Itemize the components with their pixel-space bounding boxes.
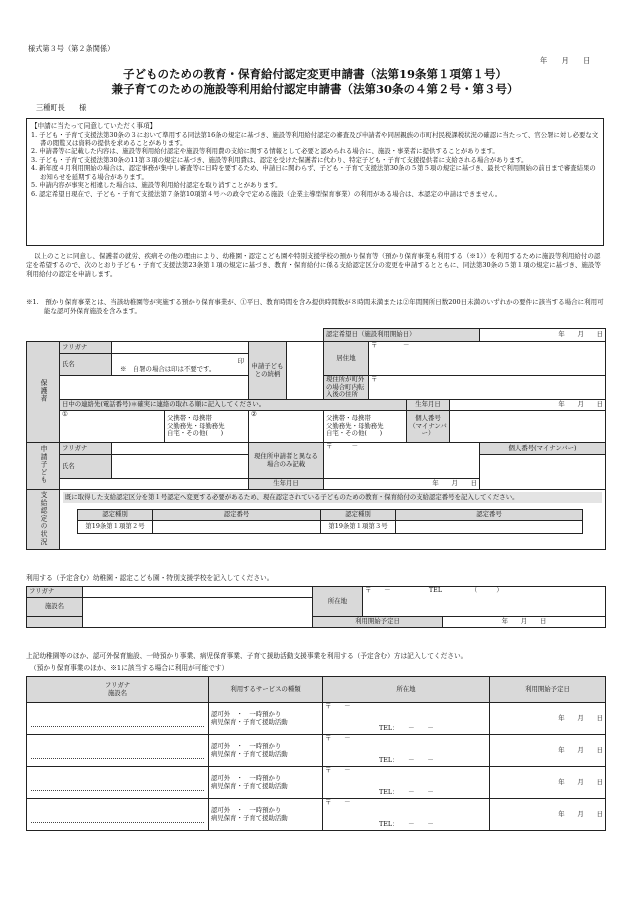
desired-date-label: 認定希望日（施設利用開始日） (324, 329, 480, 342)
service-location-field[interactable]: 〒 － TEL： － － (323, 703, 490, 735)
status-text: 既に取得した支給認定区分を第１号認定へ変更する必要があるため、現在認定されている子どものための教育・保育給付の支給認定番号を記入してください。 (63, 492, 602, 503)
cert-number-field-3[interactable] (396, 521, 583, 534)
facility-name-field[interactable] (83, 598, 313, 628)
service-start-field[interactable]: 年 月 日 (490, 799, 606, 831)
child-furigana-label: フリガナ (60, 443, 112, 455)
cert-type-header: 認定種別 (78, 510, 153, 521)
service-start-field[interactable]: 年 月 日 (490, 767, 606, 799)
notice-item: 6. 認定希望日現在で、子ども・子育て支援法第７条第10項第４号ハの政令で定める施設（企業主導型保育事業）の利用がある場合は、本認定の申請はできません。 (31, 189, 502, 198)
title-2: 兼子育てのための施設等利用給付認定申請書（法第30条の４第２号・第３号） (111, 82, 519, 96)
guardian-name-field[interactable] (112, 354, 249, 376)
service-intro: 上記幼稚園等のほか、認可外保育施設、一時預かり事業、病児保育事業、子育て援助活動支援事業を利用する（予定含む）方は記入してください。 (26, 652, 468, 660)
contact-1-type[interactable]: 父携帯・母携帯 父勤務先・母勤務先 自宅・その他( ) (165, 411, 249, 443)
child-label: 申請子ども (27, 443, 60, 490)
child-my-number-label: 個人番号(マイナンバー) (480, 443, 606, 455)
facility-location-field[interactable]: 〒 － TEL （ ） (363, 587, 606, 617)
cert-subtable (77, 509, 583, 534)
guardian-birth-label: 生年月日 (407, 400, 450, 411)
service-facility-field[interactable] (27, 735, 209, 767)
service-facility-field[interactable] (27, 799, 209, 831)
service-type-field[interactable]: 認可外 ・ 一時預かり 病児保育・子育て援助活動 (209, 735, 323, 767)
notice-item: 4. 新年度４月利用開始の場合は、認定事務が集中し審査等に日時を要するため、申請日に関わらず、子ども・子育て支援法第30条の５第５項の規定に基づき、最長で利用開始の前日まで審査結果のお知らせを延期する場合があります。 (31, 164, 596, 181)
service-row (27, 735, 606, 767)
contact-note: 日中の連絡先(電話番号)＊確実に連絡の取れる順に記入してください。 (60, 400, 407, 411)
desired-date-field[interactable]: 年 月 日 (480, 329, 606, 342)
service-location-field[interactable]: 〒 － TEL： － － (323, 767, 490, 799)
address-field[interactable]: 〒 － (369, 342, 606, 376)
my-number-label: 個人番号（マイナンバー） (407, 411, 450, 443)
guardian-birth-field[interactable]: 年 月 日 (450, 400, 606, 411)
service-start-field[interactable]: 年 月 日 (490, 735, 606, 767)
applicant-table (26, 328, 606, 550)
child-address-field[interactable]: 〒 － (324, 443, 480, 479)
consent-text: 以上のことに同意し、保護者の就労、疾病その他の理由により、幼稚園・認定こども園や特別支援学校の預かり保育等（預かり保育事業も利用する（※1））を利用するために施設等利用給付の認定を希望するので、次のとおり子ども・子育て支援法第23条第１項の規定に基づき、教育・保育給付に係る支給認定区分の変更を申請するとともに、同法第30条の５第１項の規定に基づき、施設等利用給付の認定を申請します。 (26, 252, 601, 279)
service-row (27, 703, 606, 735)
relation-field[interactable] (287, 342, 324, 400)
child-furigana-field[interactable] (112, 443, 249, 455)
date-line: 年 月 日 (540, 56, 591, 65)
service-facility-field[interactable] (27, 703, 209, 735)
status-label: 支給認定の状況 (27, 490, 60, 550)
service-col-location: 所在地 (323, 677, 490, 703)
cert-type-header: 認定種別 (321, 510, 396, 521)
addressee: 三種町長 様 (36, 103, 87, 112)
facility-location-label: 所在地 (313, 587, 363, 617)
service-sub: （預かり保育事業のほか、※1に該当する場合に利用が可能です） (30, 664, 229, 672)
service-facility-field[interactable] (27, 767, 209, 799)
outside-address-field[interactable]: 〒 (369, 376, 606, 400)
notice-item: 1. 子ども・子育て支援法第30条の３において準用する同法第16条の規定に基づき、施設等利用給付認定の審査及び申請者や同居親族の市町村民税課税状況の確認に当たって、官公署に対し必要な文書の閲覧又は資料の提供を求めることがあります。 (31, 130, 599, 148)
child-name-field[interactable] (112, 455, 249, 479)
notice-item: 5. 申請内容が事実と相違した場合は、施設等利用給付認定を取り消すことがあります。 (31, 181, 282, 190)
form-number: 様式第３号（第２条関係） (28, 44, 115, 53)
contact-1-field[interactable]: ① (60, 411, 165, 443)
status-cell (60, 490, 606, 550)
child-birth-field[interactable]: 年 月 日 (324, 479, 480, 490)
cert-number-field-2[interactable] (153, 521, 321, 534)
cert-type-3: 第19条第１項第３号 (321, 521, 396, 534)
notice-item: 3. 子ども・子育て支援法第30条の11第３項の規定に基づき、施設等利用費は、認定を受けた保護者に代わり、特定子ども・子育て支援提供者に支給される場合があります。 (31, 155, 528, 164)
title-1: 子どものための教育・保育給付認定変更申請書（法第19条第１項第１号） (123, 67, 507, 81)
facility-name-label: 施設名 (27, 598, 83, 617)
notice-item: 2. 申請書等に記載した内容は、施設等利用給付認定や施設等利用費の支給に関する情報として必要と認められる場合に、施設・事業者に提供することがあります。 (31, 147, 499, 156)
facility-start-label: 利用開始予定日 (313, 617, 443, 628)
service-type-field[interactable]: 認可外 ・ 一時預かり 病児保育・子育て援助活動 (209, 767, 323, 799)
facility-start-field[interactable]: 年 月 日 (443, 617, 606, 628)
service-row (27, 767, 606, 799)
guardian-furigana-label: フリガナ (60, 342, 112, 354)
note-1: ※1. 預かり保育事業とは、当該幼稚園等が実施する預かり保育事業が、①平日、教育時間を含み提供時間数が８時間未満または②年間開所日数200日未満のいずれかの要件に該当する場合に利用可能な認可外保育施設を含みます。 (26, 298, 604, 316)
service-col-facility: フリガナ 施設名 (27, 677, 209, 703)
service-type-field[interactable]: 認可外 ・ 一時預かり 病児保育・子育て援助活動 (209, 799, 323, 831)
consent-notice-box (26, 118, 604, 246)
facility-furigana-field[interactable] (83, 587, 313, 598)
cert-number-header: 認定番号 (396, 510, 583, 521)
service-row (27, 799, 606, 831)
service-start-field[interactable]: 年 月 日 (490, 703, 606, 735)
address-label: 居住地 (324, 342, 369, 376)
facility-furigana-label: フリガナ (27, 587, 83, 598)
guardian-label: 保護者 (27, 342, 60, 443)
service-type-field[interactable]: 認可外 ・ 一時預かり 病児保育・子育て援助活動 (209, 703, 323, 735)
my-number-field[interactable] (450, 411, 606, 443)
service-col-type: 利用するサービスの種類 (209, 677, 323, 703)
service-location-field[interactable]: 〒 － TEL： － － (323, 735, 490, 767)
child-birth-label: 生年月日 (249, 479, 324, 490)
service-col-start: 利用開始予定日 (490, 677, 606, 703)
seal-note: ※ 自署の場合は印は不要です。 (120, 365, 216, 374)
child-my-number-field[interactable] (480, 455, 606, 490)
child-address-label: 現住所申請者と異なる場合のみ記載 (249, 443, 324, 479)
service-table (26, 676, 606, 831)
contact-2-field[interactable]: ② (249, 411, 324, 443)
relation-label: 申請子どもとの続柄 (249, 342, 287, 400)
cert-number-header: 認定番号 (153, 510, 321, 521)
seal-mark: 印 (237, 357, 244, 365)
facility-intro: 利用する（予定含む）幼稚園・認定こども園・特別支援学校を記入してください。 (26, 574, 274, 582)
child-name-label: 氏名 (60, 455, 112, 479)
outside-address-label: 現住所が町外の場合町内転入後の住所 (324, 376, 369, 400)
cert-type-2: 第19条第１項第２号 (78, 521, 153, 534)
guardian-name-label: 氏名 (60, 354, 112, 376)
guardian-furigana-field[interactable] (112, 342, 249, 354)
contact-2-type[interactable]: 父携帯・母携帯 父勤務先・母勤務先 自宅・その他( ) (324, 411, 407, 443)
service-location-field[interactable]: 〒 － TEL： － － (323, 799, 490, 831)
facility-table (26, 586, 606, 628)
notice-heading: 【申請に当たって同意していただく事項】 (31, 122, 157, 130)
